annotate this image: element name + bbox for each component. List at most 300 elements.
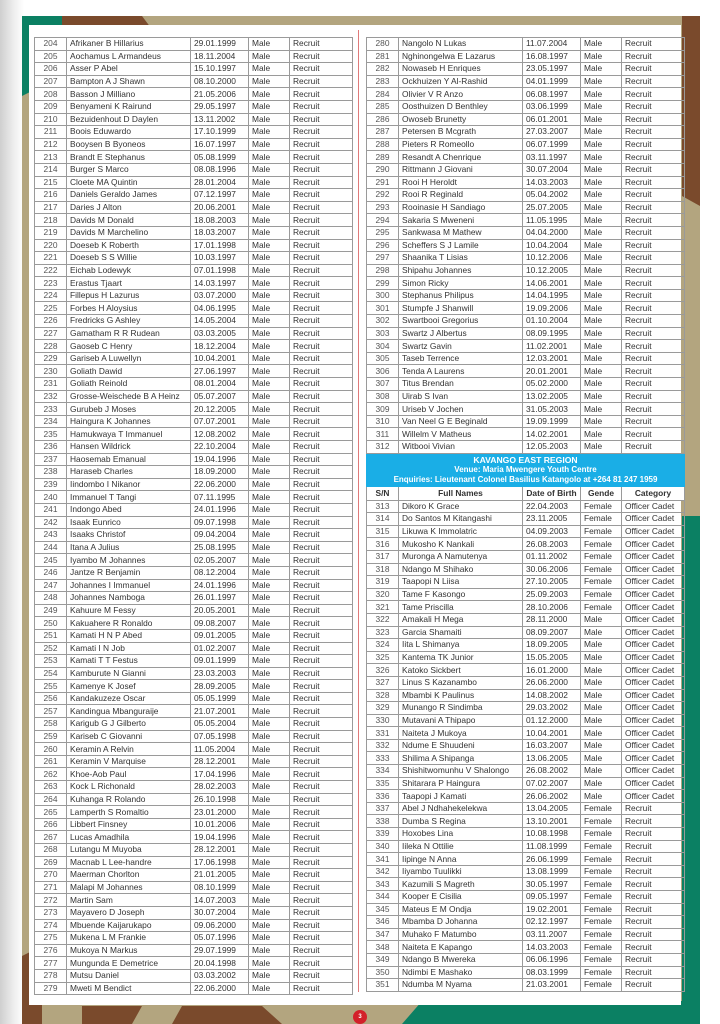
full-name-cell: Petersen B Mcgrath bbox=[399, 126, 523, 139]
full-name-cell: Cloete MA Quintin bbox=[67, 176, 191, 189]
date-of-birth-cell: 16.08.1997 bbox=[523, 50, 581, 63]
category-cell: Recruit bbox=[290, 491, 353, 504]
date-of-birth-cell: 21.05.2006 bbox=[191, 88, 249, 101]
serial-number-cell: 351 bbox=[367, 979, 399, 992]
gender-cell: Male bbox=[249, 655, 290, 668]
gender-cell: Male bbox=[249, 100, 290, 113]
date-of-birth-cell: 07.07.2001 bbox=[191, 415, 249, 428]
date-of-birth-cell: 17.06.1998 bbox=[191, 856, 249, 869]
full-name-cell: Dumba S Regina bbox=[399, 815, 523, 828]
date-of-birth-cell: 10.12.2005 bbox=[523, 264, 581, 277]
date-of-birth-cell: 07.01.1998 bbox=[191, 264, 249, 277]
full-name-cell: Karigub G J Gilberto bbox=[67, 718, 191, 731]
serial-number-cell: 305 bbox=[367, 352, 399, 365]
table-row bbox=[35, 529, 353, 542]
table-row bbox=[35, 655, 353, 668]
full-name-cell: Taapopi N Liisa bbox=[399, 576, 523, 589]
table-row bbox=[35, 239, 353, 252]
serial-number-cell: 275 bbox=[35, 932, 67, 945]
full-name-cell: Kazumili S Magreth bbox=[399, 878, 523, 891]
serial-number-cell: 214 bbox=[35, 163, 67, 176]
serial-number-cell: 226 bbox=[35, 315, 67, 328]
gender-cell: Male bbox=[249, 50, 290, 63]
serial-number-cell: 296 bbox=[367, 239, 399, 252]
full-name-cell: Eichab Lodewyk bbox=[67, 264, 191, 277]
gender-cell: Male bbox=[249, 793, 290, 806]
table-row bbox=[35, 503, 353, 516]
table-row bbox=[367, 75, 685, 88]
category-cell: Recruit bbox=[290, 315, 353, 328]
date-of-birth-cell: 15.05.2005 bbox=[523, 651, 581, 664]
gender-cell: Female bbox=[581, 878, 622, 891]
category-cell: Recruit bbox=[290, 441, 353, 454]
category-cell: Recruit bbox=[622, 189, 685, 202]
gender-cell: Male bbox=[581, 138, 622, 151]
date-of-birth-cell: 03.03.2002 bbox=[191, 969, 249, 982]
full-name-cell: Khoe-Aob Paul bbox=[67, 768, 191, 781]
gender-cell: Male bbox=[249, 315, 290, 328]
full-name-cell: Lucas Amadhila bbox=[67, 831, 191, 844]
serial-number-cell: 317 bbox=[367, 550, 399, 563]
page-number-badge: 3 bbox=[353, 1010, 367, 1024]
full-name-cell: Mbamba D Johanna bbox=[399, 916, 523, 929]
date-of-birth-cell: 26.06.1999 bbox=[523, 853, 581, 866]
category-cell: Officer Cadet bbox=[622, 752, 685, 765]
serial-number-cell: 248 bbox=[35, 592, 67, 605]
full-name-cell: Rooi R Reginald bbox=[399, 189, 523, 202]
gender-cell: Male bbox=[581, 50, 622, 63]
gender-cell: Male bbox=[581, 765, 622, 778]
table-row bbox=[35, 151, 353, 164]
full-name-cell: Hansen Wildrick bbox=[67, 441, 191, 454]
serial-number-cell: 329 bbox=[367, 702, 399, 715]
gender-cell: Male bbox=[249, 831, 290, 844]
category-cell: Recruit bbox=[622, 865, 685, 878]
full-name-cell: Rittmann J Giovani bbox=[399, 163, 523, 176]
date-of-birth-cell: 25.08.1995 bbox=[191, 541, 249, 554]
table-row bbox=[35, 705, 353, 718]
date-of-birth-cell: 03.06.1999 bbox=[523, 100, 581, 113]
category-cell: Recruit bbox=[622, 815, 685, 828]
category-cell: Recruit bbox=[622, 966, 685, 979]
date-of-birth-cell: 25.07.2005 bbox=[523, 201, 581, 214]
serial-number-cell: 242 bbox=[35, 516, 67, 529]
full-name-cell: Ockhuizen Y Al-Rashid bbox=[399, 75, 523, 88]
full-name-cell: Kandingua Mbanguraije bbox=[67, 705, 191, 718]
gender-cell: Male bbox=[249, 277, 290, 290]
date-of-birth-cell: 05.08.1999 bbox=[191, 151, 249, 164]
table-row bbox=[367, 727, 685, 740]
gender-cell: Male bbox=[581, 340, 622, 353]
category-cell: Officer Cadet bbox=[622, 613, 685, 626]
serial-number-cell: 258 bbox=[35, 718, 67, 731]
table-row bbox=[367, 126, 685, 139]
category-cell: Recruit bbox=[622, 340, 685, 353]
date-of-birth-cell: 05.07.2007 bbox=[191, 390, 249, 403]
category-cell: Recruit bbox=[290, 327, 353, 340]
gender-cell: Male bbox=[249, 957, 290, 970]
category-cell: Recruit bbox=[290, 453, 353, 466]
gender-cell: Male bbox=[581, 790, 622, 803]
date-of-birth-cell: 09.08.2007 bbox=[191, 617, 249, 630]
date-of-birth-cell: 10.01.2006 bbox=[191, 818, 249, 831]
serial-number-cell: 227 bbox=[35, 327, 67, 340]
full-name-cell: Kantema TK Junior bbox=[399, 651, 523, 664]
table-row bbox=[367, 790, 685, 803]
full-name-cell: Kahuure M Fessy bbox=[67, 604, 191, 617]
full-name-cell: Garcia Shamaiti bbox=[399, 626, 523, 639]
full-name-cell: Keramin V Marquise bbox=[67, 755, 191, 768]
category-cell: Recruit bbox=[290, 264, 353, 277]
category-cell: Recruit bbox=[622, 916, 685, 929]
serial-number-cell: 291 bbox=[367, 176, 399, 189]
date-of-birth-cell: 04.01.1999 bbox=[523, 75, 581, 88]
date-of-birth-cell: 15.10.1997 bbox=[191, 63, 249, 76]
table-row bbox=[367, 138, 685, 151]
date-of-birth-cell: 10.12.2006 bbox=[523, 252, 581, 265]
table-row bbox=[367, 315, 685, 328]
gender-cell: Male bbox=[249, 692, 290, 705]
table-row bbox=[367, 214, 685, 227]
gender-cell: Male bbox=[581, 289, 622, 302]
gender-cell: Male bbox=[249, 478, 290, 491]
gender-cell: Male bbox=[249, 768, 290, 781]
full-name-cell: Ndumba M Nyama bbox=[399, 979, 523, 992]
serial-number-cell: 233 bbox=[35, 403, 67, 416]
date-of-birth-cell: 04.09.2003 bbox=[523, 525, 581, 538]
table-row bbox=[35, 894, 353, 907]
date-of-birth-cell: 28.09.2005 bbox=[191, 680, 249, 693]
table-row bbox=[367, 289, 685, 302]
table-row bbox=[35, 138, 353, 151]
category-cell: Recruit bbox=[622, 50, 685, 63]
table-row bbox=[35, 50, 353, 63]
serial-number-cell: 310 bbox=[367, 415, 399, 428]
column-header-full-names: Full Names bbox=[399, 486, 523, 500]
full-name-cell: Itana A Julius bbox=[67, 541, 191, 554]
serial-number-cell: 223 bbox=[35, 277, 67, 290]
category-cell: Recruit bbox=[290, 289, 353, 302]
serial-number-cell: 320 bbox=[367, 588, 399, 601]
date-of-birth-cell: 18.12.2004 bbox=[191, 340, 249, 353]
gender-cell: Male bbox=[249, 554, 290, 567]
category-cell: Recruit bbox=[290, 844, 353, 857]
gender-cell: Male bbox=[581, 378, 622, 391]
full-name-cell: Van Neel G E Beginald bbox=[399, 415, 523, 428]
category-cell: Recruit bbox=[290, 869, 353, 882]
date-of-birth-cell: 16.03.2007 bbox=[523, 739, 581, 752]
serial-number-cell: 215 bbox=[35, 176, 67, 189]
serial-number-cell: 256 bbox=[35, 692, 67, 705]
date-of-birth-cell: 26.06.2002 bbox=[523, 790, 581, 803]
serial-number-cell: 240 bbox=[35, 491, 67, 504]
table-row bbox=[35, 252, 353, 265]
category-cell: Recruit bbox=[622, 264, 685, 277]
gender-cell: Female bbox=[581, 865, 622, 878]
date-of-birth-cell: 30.05.1997 bbox=[523, 878, 581, 891]
full-name-cell: Mukoya N Markus bbox=[67, 944, 191, 957]
category-cell: Recruit bbox=[622, 277, 685, 290]
table-row bbox=[35, 818, 353, 831]
gender-cell: Female bbox=[581, 588, 622, 601]
table-row bbox=[367, 550, 685, 563]
serial-number-cell: 273 bbox=[35, 906, 67, 919]
serial-number-cell: 282 bbox=[367, 63, 399, 76]
full-name-cell: Isaak Eunrico bbox=[67, 516, 191, 529]
full-name-cell: Iita L Shimanya bbox=[399, 639, 523, 652]
serial-number-cell: 205 bbox=[35, 50, 67, 63]
table-row bbox=[367, 626, 685, 639]
full-name-cell: Haosemab Emanual bbox=[67, 453, 191, 466]
date-of-birth-cell: 25.09.2003 bbox=[523, 588, 581, 601]
region-enquiries: Enquiries: Lieutenant Colonel Basilius Katangolo at +264 81 247 1959 bbox=[393, 474, 658, 484]
category-cell: Recruit bbox=[290, 415, 353, 428]
date-of-birth-cell: 23.05.1997 bbox=[523, 63, 581, 76]
full-name-cell: Mukosho K Nankali bbox=[399, 538, 523, 551]
table-row bbox=[367, 277, 685, 290]
gender-cell: Male bbox=[581, 626, 622, 639]
gender-cell: Male bbox=[249, 63, 290, 76]
gender-cell: Male bbox=[581, 201, 622, 214]
date-of-birth-cell: 14.08.2002 bbox=[523, 689, 581, 702]
serial-number-cell: 246 bbox=[35, 566, 67, 579]
category-cell: Recruit bbox=[290, 806, 353, 819]
date-of-birth-cell: 23.03.2003 bbox=[191, 667, 249, 680]
full-name-cell: Naiteta E Kapango bbox=[399, 941, 523, 954]
table-row bbox=[35, 289, 353, 302]
gender-cell: Male bbox=[581, 264, 622, 277]
full-name-cell: Davids M Donald bbox=[67, 214, 191, 227]
date-of-birth-cell: 21.01.2005 bbox=[191, 869, 249, 882]
serial-number-cell: 284 bbox=[367, 88, 399, 101]
gender-cell: Male bbox=[249, 604, 290, 617]
category-cell: Recruit bbox=[290, 881, 353, 894]
date-of-birth-cell: 04.06.1995 bbox=[191, 302, 249, 315]
category-cell: Recruit bbox=[290, 126, 353, 139]
serial-number-cell: 339 bbox=[367, 828, 399, 841]
table-row bbox=[35, 629, 353, 642]
full-name-cell: Iiyambo Tuulikki bbox=[399, 865, 523, 878]
full-name-cell: Ndango M Shihako bbox=[399, 563, 523, 576]
date-of-birth-cell: 14.06.2001 bbox=[523, 277, 581, 290]
category-cell: Recruit bbox=[622, 100, 685, 113]
table-row bbox=[367, 201, 685, 214]
category-cell: Recruit bbox=[622, 390, 685, 403]
gender-cell: Male bbox=[581, 714, 622, 727]
table-row bbox=[367, 928, 685, 941]
full-name-cell: Swartz J Albertus bbox=[399, 327, 523, 340]
date-of-birth-cell: 08.10.1999 bbox=[191, 881, 249, 894]
serial-number-cell: 265 bbox=[35, 806, 67, 819]
date-of-birth-cell: 17.10.1999 bbox=[191, 126, 249, 139]
category-cell: Officer Cadet bbox=[622, 576, 685, 589]
category-cell: Officer Cadet bbox=[622, 550, 685, 563]
date-of-birth-cell: 22.10.2004 bbox=[191, 441, 249, 454]
serial-number-cell: 308 bbox=[367, 390, 399, 403]
date-of-birth-cell: 11.08.1999 bbox=[523, 840, 581, 853]
table-row bbox=[35, 415, 353, 428]
table-row bbox=[35, 793, 353, 806]
table-row bbox=[35, 969, 353, 982]
serial-number-cell: 254 bbox=[35, 667, 67, 680]
category-cell: Recruit bbox=[622, 138, 685, 151]
table-row bbox=[367, 689, 685, 702]
gender-cell: Male bbox=[581, 428, 622, 441]
full-name-cell: Boois Eduwardo bbox=[67, 126, 191, 139]
table-row bbox=[35, 277, 353, 290]
full-name-cell: Asser P Abel bbox=[67, 63, 191, 76]
date-of-birth-cell: 09.01.2005 bbox=[191, 629, 249, 642]
full-name-cell: Shaanika T Lisias bbox=[399, 252, 523, 265]
table-row bbox=[35, 113, 353, 126]
gender-cell: Male bbox=[249, 592, 290, 605]
serial-number-cell: 207 bbox=[35, 75, 67, 88]
column-header-category: Category bbox=[622, 486, 685, 500]
table-row bbox=[35, 264, 353, 277]
gender-cell: Male bbox=[249, 340, 290, 353]
category-cell: Recruit bbox=[290, 793, 353, 806]
full-name-cell: Kooper E Cisilia bbox=[399, 891, 523, 904]
serial-number-cell: 235 bbox=[35, 428, 67, 441]
gender-cell: Male bbox=[581, 365, 622, 378]
table-row bbox=[367, 327, 685, 340]
full-name-cell: Swartbooi Gregorius bbox=[399, 315, 523, 328]
category-cell: Recruit bbox=[290, 944, 353, 957]
serial-number-cell: 241 bbox=[35, 503, 67, 516]
serial-number-cell: 270 bbox=[35, 869, 67, 882]
gender-cell: Male bbox=[581, 651, 622, 664]
full-name-cell: Keramin A Relvin bbox=[67, 743, 191, 756]
category-cell: Recruit bbox=[290, 655, 353, 668]
serial-number-cell: 319 bbox=[367, 576, 399, 589]
date-of-birth-cell: 24.01.1996 bbox=[191, 579, 249, 592]
full-name-cell: Mateus E M Ondja bbox=[399, 903, 523, 916]
category-cell: Recruit bbox=[622, 113, 685, 126]
gender-cell: Male bbox=[249, 906, 290, 919]
date-of-birth-cell: 03.07.2000 bbox=[191, 289, 249, 302]
serial-number-cell: 302 bbox=[367, 315, 399, 328]
date-of-birth-cell: 20.05.2001 bbox=[191, 604, 249, 617]
serial-number-cell: 208 bbox=[35, 88, 67, 101]
serial-number-cell: 259 bbox=[35, 730, 67, 743]
date-of-birth-cell: 31.05.2003 bbox=[523, 403, 581, 416]
serial-number-cell: 250 bbox=[35, 617, 67, 630]
date-of-birth-cell: 19.02.2001 bbox=[523, 903, 581, 916]
category-cell: Recruit bbox=[622, 214, 685, 227]
full-name-cell: Kamburute N Gianni bbox=[67, 667, 191, 680]
table-row bbox=[367, 613, 685, 626]
date-of-birth-cell: 13.08.1999 bbox=[523, 865, 581, 878]
category-cell: Officer Cadet bbox=[622, 626, 685, 639]
serial-number-cell: 222 bbox=[35, 264, 67, 277]
category-cell: Officer Cadet bbox=[622, 676, 685, 689]
category-cell: Recruit bbox=[290, 340, 353, 353]
full-name-cell: Johannes I Immanuel bbox=[67, 579, 191, 592]
serial-number-cell: 326 bbox=[367, 664, 399, 677]
region-title: KAVANGO EAST REGION bbox=[473, 454, 578, 465]
serial-number-cell: 312 bbox=[367, 441, 399, 454]
gender-cell: Male bbox=[581, 689, 622, 702]
category-cell: Recruit bbox=[290, 478, 353, 491]
gender-cell: Female bbox=[581, 916, 622, 929]
full-name-cell: Iindombo I Nikanor bbox=[67, 478, 191, 491]
full-name-cell: Doeseb K Roberth bbox=[67, 239, 191, 252]
full-name-cell: Kamenye K Josef bbox=[67, 680, 191, 693]
date-of-birth-cell: 17.04.1996 bbox=[191, 768, 249, 781]
full-name-cell: Taseb Terrence bbox=[399, 352, 523, 365]
table-row bbox=[367, 525, 685, 538]
serial-number-cell: 289 bbox=[367, 151, 399, 164]
gender-cell: Male bbox=[249, 869, 290, 882]
full-name-cell: Munango R Sindimba bbox=[399, 702, 523, 715]
table-row bbox=[35, 692, 353, 705]
date-of-birth-cell: 29.01.1999 bbox=[191, 38, 249, 51]
category-cell: Recruit bbox=[290, 705, 353, 718]
gender-cell: Male bbox=[249, 378, 290, 391]
date-of-birth-cell: 19.09.2006 bbox=[523, 302, 581, 315]
category-cell: Officer Cadet bbox=[622, 664, 685, 677]
table-row bbox=[367, 38, 685, 51]
gender-cell: Male bbox=[249, 818, 290, 831]
gender-cell: Male bbox=[581, 302, 622, 315]
full-name-cell: Simon Ricky bbox=[399, 277, 523, 290]
full-name-cell: Goliath Reinold bbox=[67, 378, 191, 391]
full-name-cell: Benyameni K Rairund bbox=[67, 100, 191, 113]
category-cell: Recruit bbox=[290, 856, 353, 869]
gender-cell: Male bbox=[581, 100, 622, 113]
date-of-birth-cell: 18.08.2003 bbox=[191, 214, 249, 227]
full-name-cell: Jantze R Benjamin bbox=[67, 566, 191, 579]
serial-number-cell: 335 bbox=[367, 777, 399, 790]
full-name-cell: Haingura K Johannes bbox=[67, 415, 191, 428]
category-cell: Officer Cadet bbox=[622, 651, 685, 664]
table-row bbox=[35, 214, 353, 227]
column-divider bbox=[358, 30, 359, 992]
date-of-birth-cell: 13.11.2002 bbox=[191, 113, 249, 126]
serial-number-cell: 221 bbox=[35, 252, 67, 265]
serial-number-cell: 219 bbox=[35, 226, 67, 239]
full-name-cell: Bezuidenhout D Daylen bbox=[67, 113, 191, 126]
table-row bbox=[35, 604, 353, 617]
gender-cell: Male bbox=[249, 894, 290, 907]
date-of-birth-cell: 26.08.2003 bbox=[523, 538, 581, 551]
full-name-cell: Mukena L M Frankie bbox=[67, 932, 191, 945]
serial-number-cell: 217 bbox=[35, 201, 67, 214]
table-row bbox=[35, 869, 353, 882]
gender-cell: Male bbox=[249, 579, 290, 592]
category-cell: Recruit bbox=[622, 226, 685, 239]
serial-number-cell: 350 bbox=[367, 966, 399, 979]
serial-number-cell: 255 bbox=[35, 680, 67, 693]
date-of-birth-cell: 01.11.2002 bbox=[523, 550, 581, 563]
category-cell: Recruit bbox=[290, 352, 353, 365]
full-name-cell: Kamati I N Job bbox=[67, 642, 191, 655]
date-of-birth-cell: 20.01.2001 bbox=[523, 365, 581, 378]
serial-number-cell: 324 bbox=[367, 639, 399, 652]
full-name-cell: Bampton A J Shawn bbox=[67, 75, 191, 88]
category-cell: Recruit bbox=[622, 853, 685, 866]
serial-number-cell: 285 bbox=[367, 100, 399, 113]
full-name-cell: Sankwasa M Mathew bbox=[399, 226, 523, 239]
date-of-birth-cell: 30.07.2004 bbox=[523, 163, 581, 176]
full-name-cell: Owoseb Brunetty bbox=[399, 113, 523, 126]
table-row bbox=[367, 878, 685, 891]
table-row bbox=[367, 752, 685, 765]
category-cell: Recruit bbox=[290, 75, 353, 88]
serial-number-cell: 237 bbox=[35, 453, 67, 466]
serial-number-cell: 211 bbox=[35, 126, 67, 139]
full-name-cell: Linus S Kazanambo bbox=[399, 676, 523, 689]
